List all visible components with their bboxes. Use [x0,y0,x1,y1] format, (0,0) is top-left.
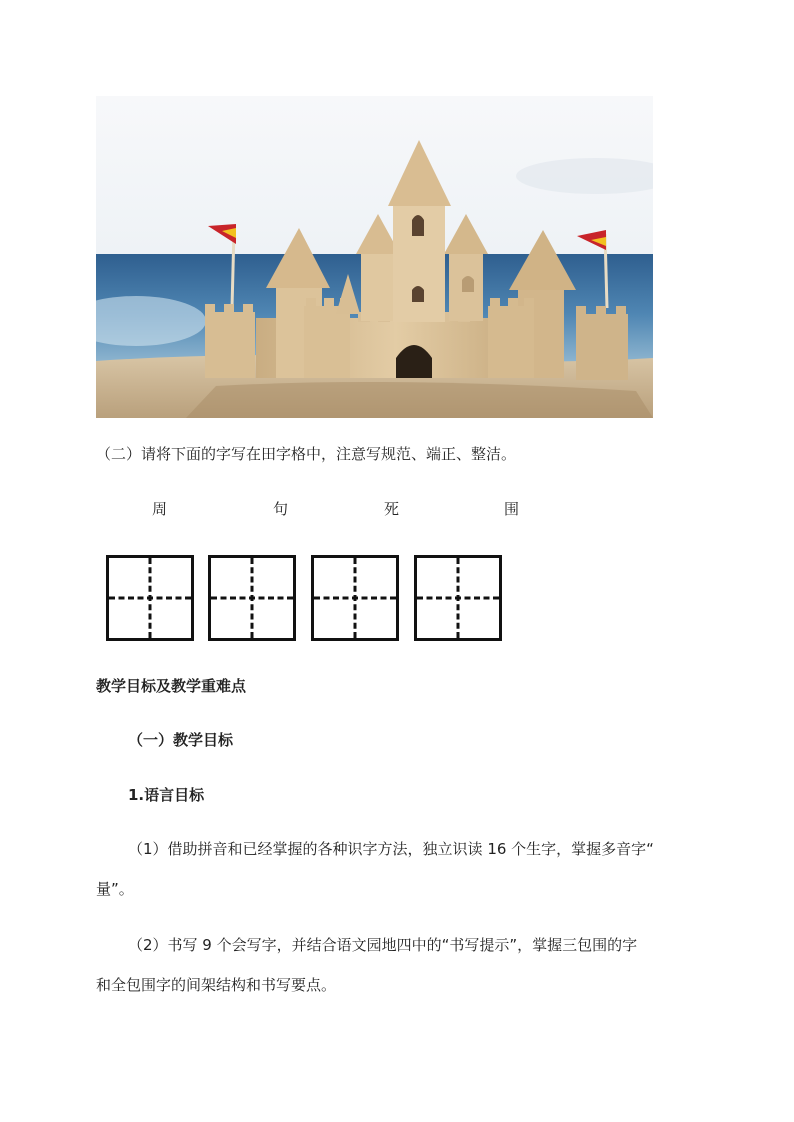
sand-castle-photo [96,96,653,418]
tianzige-grid[interactable] [106,555,194,641]
writing-instruction: （二）请将下面的字写在田字格中，注意写规范、端正、整洁。 [96,445,517,463]
objectives-subheading: （一）教学目标 [128,731,234,749]
practice-character: 死 [384,500,400,518]
practice-character: 周 [152,500,168,518]
tianzige-grid[interactable] [311,555,399,641]
paragraph-line: 量”。 [96,880,134,898]
tianzige-grid[interactable] [208,555,296,641]
language-goal-title: 1.语言目标 [128,786,205,804]
paragraph-line: （1）借助拼音和已经掌握的各种识字方法，独立识读 16 个生字，掌握多音字“ [128,840,654,858]
paragraph-line: （2）书写 9 个会写字，并结合语文园地四中的“书写提示”，掌握三包围的字 [128,936,638,954]
objectives-heading: 教学目标及教学重难点 [96,677,247,695]
paragraph-line: 和全包围字的间架结构和书写要点。 [96,976,337,994]
practice-character: 围 [504,500,520,518]
tianzige-grid[interactable] [414,555,502,641]
practice-character: 句 [273,500,289,518]
